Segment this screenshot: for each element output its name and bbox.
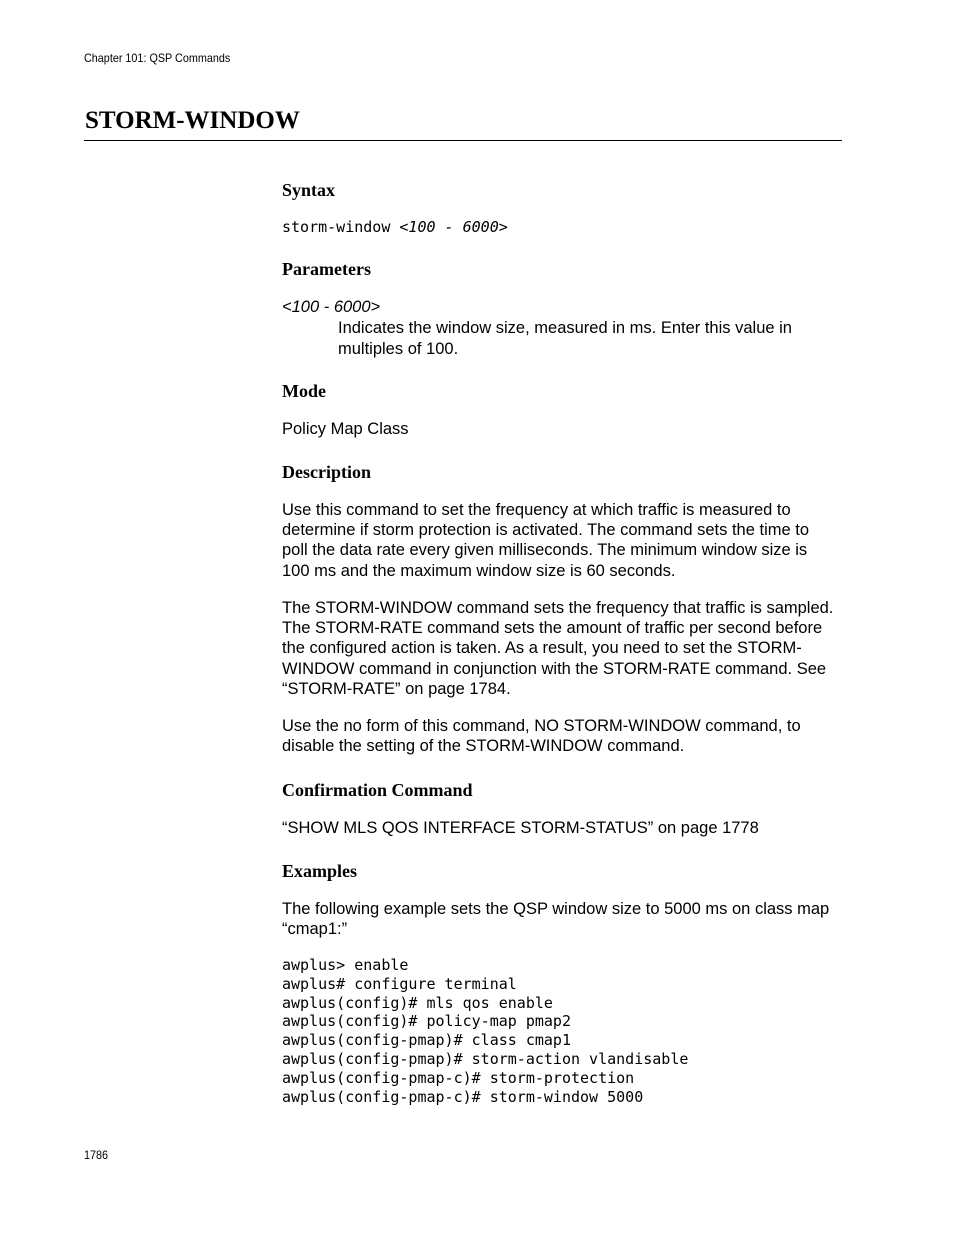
confirmation-command-link: “SHOW MLS QOS INTERFACE STORM-STATUS” on page 1778 bbox=[282, 819, 759, 837]
confirmation-heading: Confirmation Command bbox=[282, 780, 473, 800]
mode-value: Policy Map Class bbox=[282, 420, 409, 438]
description-paragraph: Use this command to set the frequency at which traffic is measured to determine if storm protection is activated. The command sets the time to poll the data rate every given milliseconds. The minimum window size is 100 ms and the maximum window size is 60 seconds. bbox=[282, 501, 810, 580]
example-code-block: awplus> enable awplus# configure terminal awplus(config)# mls qos enable awplus(config)# policy-map pmap2 awplus(config-pmap)# class cmap1 awplus(config-pmap)# storm-action vlandisable awplus(config-pmap-c)# storm-protection awplus(config-pmap-c)# storm-window 5000 bbox=[282, 956, 689, 1106]
parameter-description: Indicates the window size, measured in ms. Enter this value in multiples of 100. bbox=[338, 319, 792, 358]
running-header: Chapter 101: QSP Commands bbox=[84, 51, 231, 65]
examples-heading: Examples bbox=[282, 861, 358, 881]
page-number: 1786 bbox=[84, 1148, 109, 1162]
examples-intro: The following example sets the QSP window size to 5000 ms on class map “cmap1:” bbox=[282, 900, 830, 939]
description-heading: Description bbox=[282, 462, 371, 482]
syntax-argument: <100 - 6000> bbox=[399, 218, 508, 236]
description-paragraph: The STORM-WINDOW command sets the frequency that traffic is sampled. The STORM-RATE command sets the amount of traffic per second before the configured action is taken. As a result, you need to set the STORM-WINDOW command in conjunction with the STORM-RATE command. See “STORM-RATE” on page 1784. bbox=[282, 599, 834, 698]
parameter-name: <100 - 6000> bbox=[282, 298, 381, 316]
syntax-command: storm-window bbox=[282, 218, 400, 236]
parameters-heading: Parameters bbox=[282, 259, 371, 279]
syntax-heading: Syntax bbox=[282, 180, 336, 200]
syntax-line bbox=[282, 217, 508, 237]
title-rule bbox=[84, 140, 842, 141]
mode-heading: Mode bbox=[282, 381, 326, 401]
page-title: STORM-WINDOW bbox=[85, 107, 300, 134]
description-paragraph: Use the no form of this command, NO STORM-WINDOW command, to disable the setting of the STORM-WINDOW command. bbox=[282, 717, 801, 756]
